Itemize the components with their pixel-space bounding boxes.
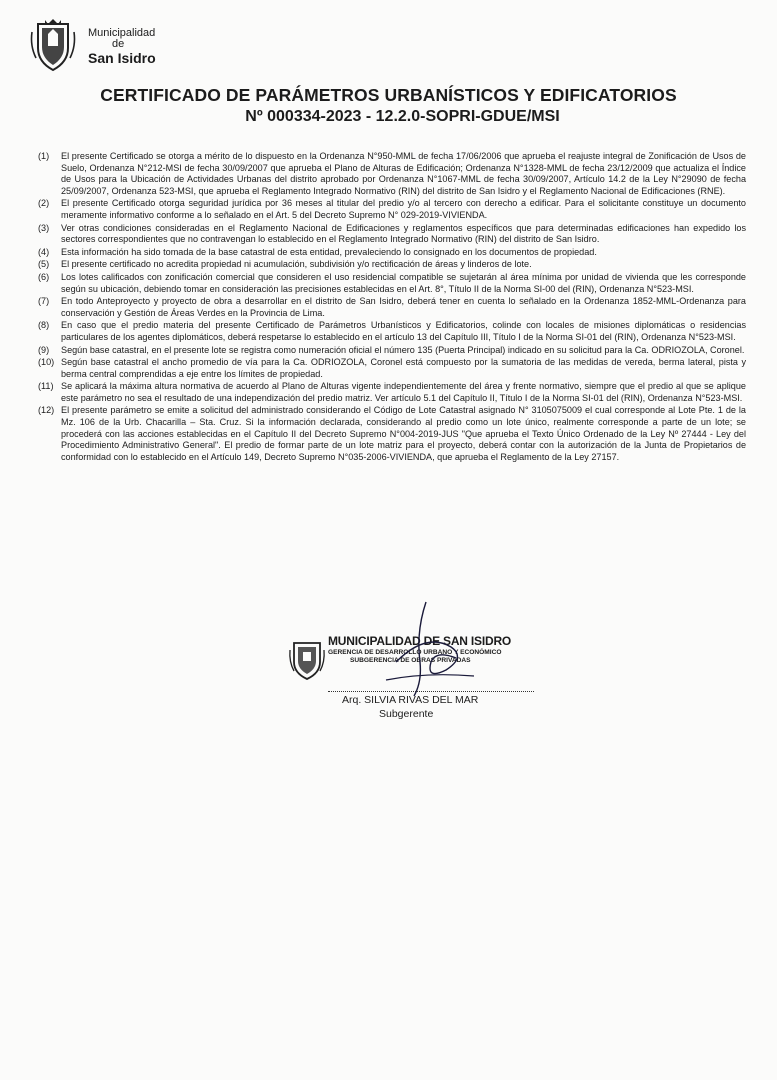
list-item — [38, 357, 746, 380]
item-number: (7) — [38, 296, 50, 307]
header-line-3: San Isidro — [88, 50, 156, 66]
signer-name: Arq. SILVIA RIVAS DEL MAR — [342, 694, 479, 706]
item-text: Los lotes calificados con zonificación comercial que consideren el uso residencial compatible se sujetarán al área mínima por unidad de vivienda que les corresponde según su ubicación, debiendo tomar en consideración las precisiones establecidas en el Art. 8°, Título II de la Norma SI-00 del (RIN), Ordenanza N°523-MSI. — [61, 271, 746, 294]
list-item — [38, 247, 746, 259]
signer-role: Subgerente — [379, 708, 434, 720]
list-item — [38, 223, 746, 246]
item-text: En todo Anteproyecto y proyecto de obra a desarrollar en el distrito de San Isidro, deberá tener en cuenta lo señalado en la Ordenanza 1852-MML-Ordenanza para conservación y Gestión de Áreas Verdes en la Provincia de Lima. — [61, 296, 746, 318]
item-text: El presente certificado no acredita propiedad ni acumulación, subdivisión y/o rectificación de áreas y linderos de lote. — [61, 259, 532, 270]
item-text: El presente Certificado otorga seguridad jurídica por 36 meses al titular del predio y/o al tercero con derecho a edificar. Para el solicitante constituye un documento meramente informativo conforme a lo señalado en el Art. 5 del Decreto Supremo N° 029-2019-VIVIENDA. — [61, 198, 746, 220]
item-text: El presente Certificado se otorga a mérito de lo dispuesto en la Ordenanza N°950-MML de fecha 17/06/2006 que aprueba el reajuste integral de Zonificación de Usos de Suelo, Ordenanza N°212-MSI de fecha 30/09/2007 que aprueba el Plano de Alturas de Edificación; Ordenanza N°1328-MML de fecha 23/12/2009 que actualiza el Índice de Usos para la Ubicación de Actividades Urbanas del distrito aprobado por Ordenanza N°1067-MML de fecha 30/09/2007, Artículo 14.2 de la Ley N°29090 de fecha 25/09/2007, Ordenanza 523-MSI, que aprueba el Reglamento Integrado Normativo (RIN) del distrito de San Isidro y el Reglamento Nacional de Edificaciones (RNE). — [61, 151, 746, 196]
stamp-gerencia: GERENCIA DE DESARROLLO URBANO Y ECONÓMICO — [328, 649, 502, 656]
signature-line — [328, 691, 534, 692]
item-text: Ver otras condiciones consideradas en el Reglamento Nacional de Edificaciones y reglamentos específicos que para determinadas edificaciones han expedido los sectores correspondientes que no contravengan lo establecido en el Reglamento Integrado Normativo (RIN) del distrito de San Isidro. — [61, 222, 746, 245]
list-item — [38, 198, 746, 221]
list-item — [38, 381, 746, 404]
item-number: (1) — [38, 151, 50, 161]
item-number: (12) — [38, 405, 55, 416]
item-number: (3) — [38, 222, 50, 233]
item-text: Esta información ha sido tomada de la base catastral de esta entidad, prevaleciendo lo consignado en los documentos de propiedad. — [61, 246, 597, 257]
document-title — [0, 85, 777, 126]
title-line-1: CERTIFICADO DE PARÁMETROS URBANÍSTICOS Y EDIFICATORIOS — [100, 85, 677, 105]
header-line-1: Municipalidad — [88, 27, 156, 39]
item-number: (11) — [38, 381, 54, 392]
item-text: Se aplicará la máxima altura normativa de acuerdo al Plano de Alturas vigente independientemente del área y frente normativo, siempre que el predio al que se aplique este parámetro no sea el resultado de una independización del predio matriz. Ver artículo 5.1 del Capítulo II, Título I de la Norma SI-01 del (RIN), Ordenanza N°523-MSI. — [61, 381, 746, 403]
list-item — [38, 320, 746, 343]
item-number: (9) — [38, 344, 50, 355]
item-number: (8) — [38, 320, 50, 331]
stamp-coat-of-arms-icon — [288, 638, 326, 682]
stamp-municipality: MUNICIPALIDAD DE SAN ISIDRO — [328, 634, 512, 648]
coat-of-arms-icon — [28, 18, 78, 74]
certificate-number: Nº 000334-2023 - 12.2.0-SOPRI-GDUE/MSI — [245, 108, 560, 125]
list-item — [38, 405, 746, 463]
item-number: (5) — [38, 259, 50, 270]
official-stamp — [286, 632, 546, 752]
item-number: (2) — [38, 198, 50, 209]
item-number: (6) — [38, 271, 50, 282]
municipality-header — [28, 18, 228, 78]
item-text: El presente parámetro se emite a solicitud del administrado considerando el Código de Lote Catastral asignado N° 3105075009 el cual corresponde al Lote Pte. 1 de la Mz. 106 de la Urb. Chacarilla – Sta. Cruz. Si la información declarada, considerando al predio como un lote único, realmente corresponde a parte de un lote; se procederá con las acciones establecidas en el Capítulo II del Decreto Supremo N°004-2019-JUS "Que aprueba el Texto Único Ordenado de la Ley Nº 27444 - Ley del Procedimiento Administrativo General". El predio de formar parte de un lote matriz para el proyecto, deberá contar con la autorización de la Junta de Propietarios de conformidad con lo establecido en el Artículo 149, Decreto Supremo N°035-2006-VIVIENDA, que aprueba el Reglamento de la Ley 27157. — [61, 405, 746, 462]
list-item — [38, 259, 746, 271]
item-text: Según base catastral, en el presente lote se registra como numeración oficial el número 135 (Puerta Principal) indicado en su solicitud para la Ca. ODRIOZOLA, Coronel. — [61, 344, 745, 355]
clauses-list — [38, 151, 746, 464]
header-line-2: de — [112, 38, 125, 50]
item-text: En caso que el predio materia del presente Certificado de Parámetros Urbanísticos y Edificatorios, colinde con locales de misiones diplomáticas o residencias particulares de los agentes diplomáticos, deberá respetarse lo establecido en el artículo 13 del Capítulo III, Título I de la Norma SI-01 del (RIN), Ordenanza N°523-MSI. — [61, 320, 746, 342]
list-item — [38, 345, 746, 357]
handwritten-signature — [356, 592, 496, 702]
item-number: (10) — [38, 357, 55, 368]
stamp-subgerencia: SUBGERENCIA DE OBRAS PRIVADAS — [350, 657, 471, 664]
list-item — [38, 296, 746, 319]
list-item — [38, 151, 746, 197]
list-item — [38, 272, 746, 295]
item-number: (4) — [38, 246, 50, 257]
item-text: Según base catastral el ancho promedio de vía para la Ca. ODRIOZOLA, Coronel está compuesto por la sumatoria de las medidas de vereda, berma lateral, pista y berma central comprendidas a eje entre los límites de propiedad. — [61, 357, 746, 379]
